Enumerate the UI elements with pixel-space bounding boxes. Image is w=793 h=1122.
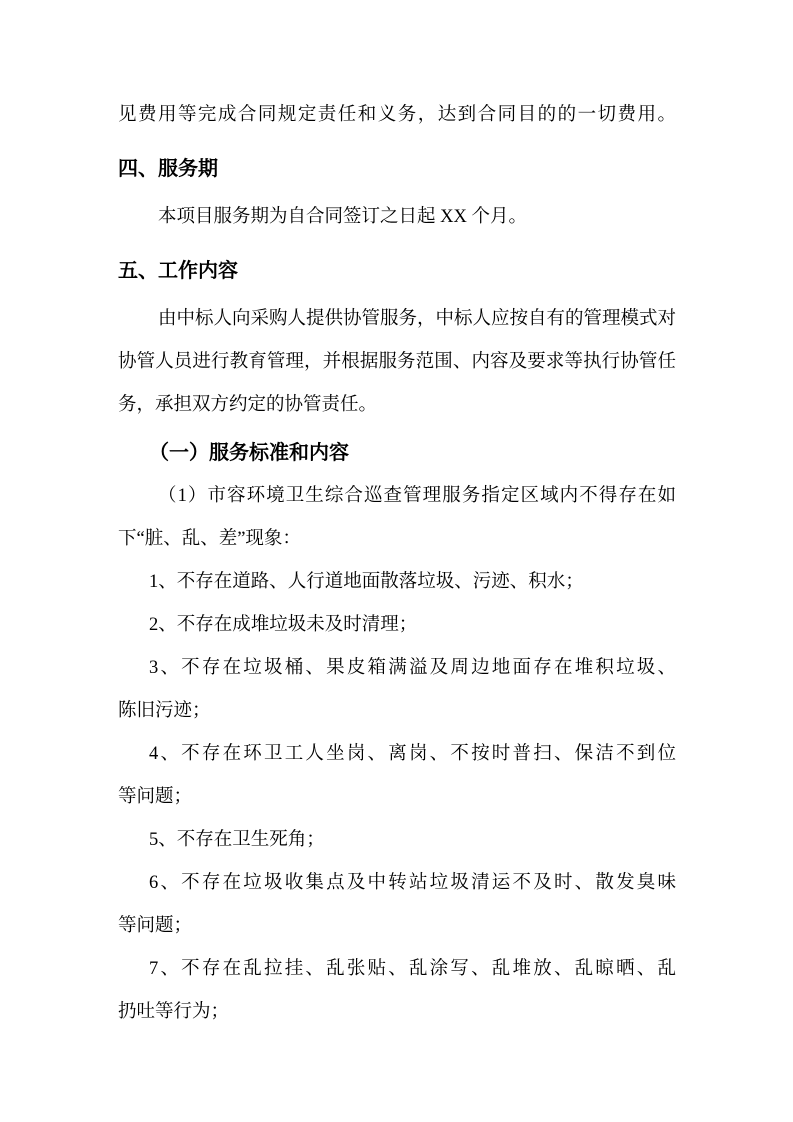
text-line: 1、不存在道路、人行道地面散落垃圾、污迹、积水； bbox=[149, 572, 584, 592]
subsection-heading bbox=[118, 432, 676, 475]
section-heading bbox=[118, 148, 676, 191]
text-line: 扔吐等行为； bbox=[118, 1002, 230, 1022]
list-item bbox=[118, 819, 676, 862]
heading-text: （一）服务标准和内容 bbox=[149, 442, 349, 464]
text-line: 务，承担双方约定的协管责任。 bbox=[118, 395, 378, 415]
text-line: 见费用等完成合同规定责任和义务，达到合同目的的一切费用。 bbox=[118, 105, 676, 125]
list-item bbox=[118, 862, 676, 948]
text-line: （1）市容环境卫生综合巡查管理服务指定区域内不得存在如 bbox=[158, 486, 676, 506]
document-content bbox=[118, 94, 676, 1034]
text-line: 陈旧污迹； bbox=[118, 701, 211, 721]
text-line: 协管人员进行教育管理，并根据服务范围、内容及要求等执行协管任 bbox=[118, 352, 676, 372]
text-line: 本项目服务期为自合同签订之日起 XX 个月。 bbox=[158, 207, 527, 227]
text-line: 4、不存在环卫工人坐岗、离岗、不按时普扫、保洁不到位 bbox=[149, 744, 676, 764]
list-item bbox=[118, 604, 676, 647]
heading-text: 四、服务期 bbox=[118, 158, 218, 180]
paragraph bbox=[118, 475, 676, 561]
list-item bbox=[118, 733, 676, 819]
text-line: 下“脏、乱、差”现象： bbox=[118, 529, 301, 549]
paragraph bbox=[118, 298, 676, 427]
text-line: 5、不存在卫生死角； bbox=[149, 830, 325, 850]
text-line: 2、不存在成堆垃圾未及时清理； bbox=[149, 615, 418, 635]
list-item bbox=[118, 561, 676, 604]
text-line: 等问题； bbox=[118, 916, 193, 936]
list-item bbox=[118, 948, 676, 1034]
paragraph bbox=[118, 196, 676, 239]
text-line: 7、不存在乱拉挂、乱张贴、乱涂写、乱堆放、乱晾晒、乱 bbox=[149, 959, 676, 979]
text-line: 由中标人向采购人提供协管服务，中标人应按自有的管理模式对 bbox=[158, 309, 677, 329]
heading-text: 五、工作内容 bbox=[118, 260, 238, 282]
text-line: 3、不存在垃圾桶、果皮箱满溢及周边地面存在堆积垃圾、 bbox=[149, 658, 676, 678]
text-line: 6、不存在垃圾收集点及中转站垃圾清运不及时、散发臭味 bbox=[149, 873, 676, 893]
text-line: 等问题； bbox=[118, 787, 193, 807]
list-item bbox=[118, 647, 676, 733]
paragraph-continuation bbox=[118, 94, 676, 137]
section-heading bbox=[118, 250, 676, 293]
